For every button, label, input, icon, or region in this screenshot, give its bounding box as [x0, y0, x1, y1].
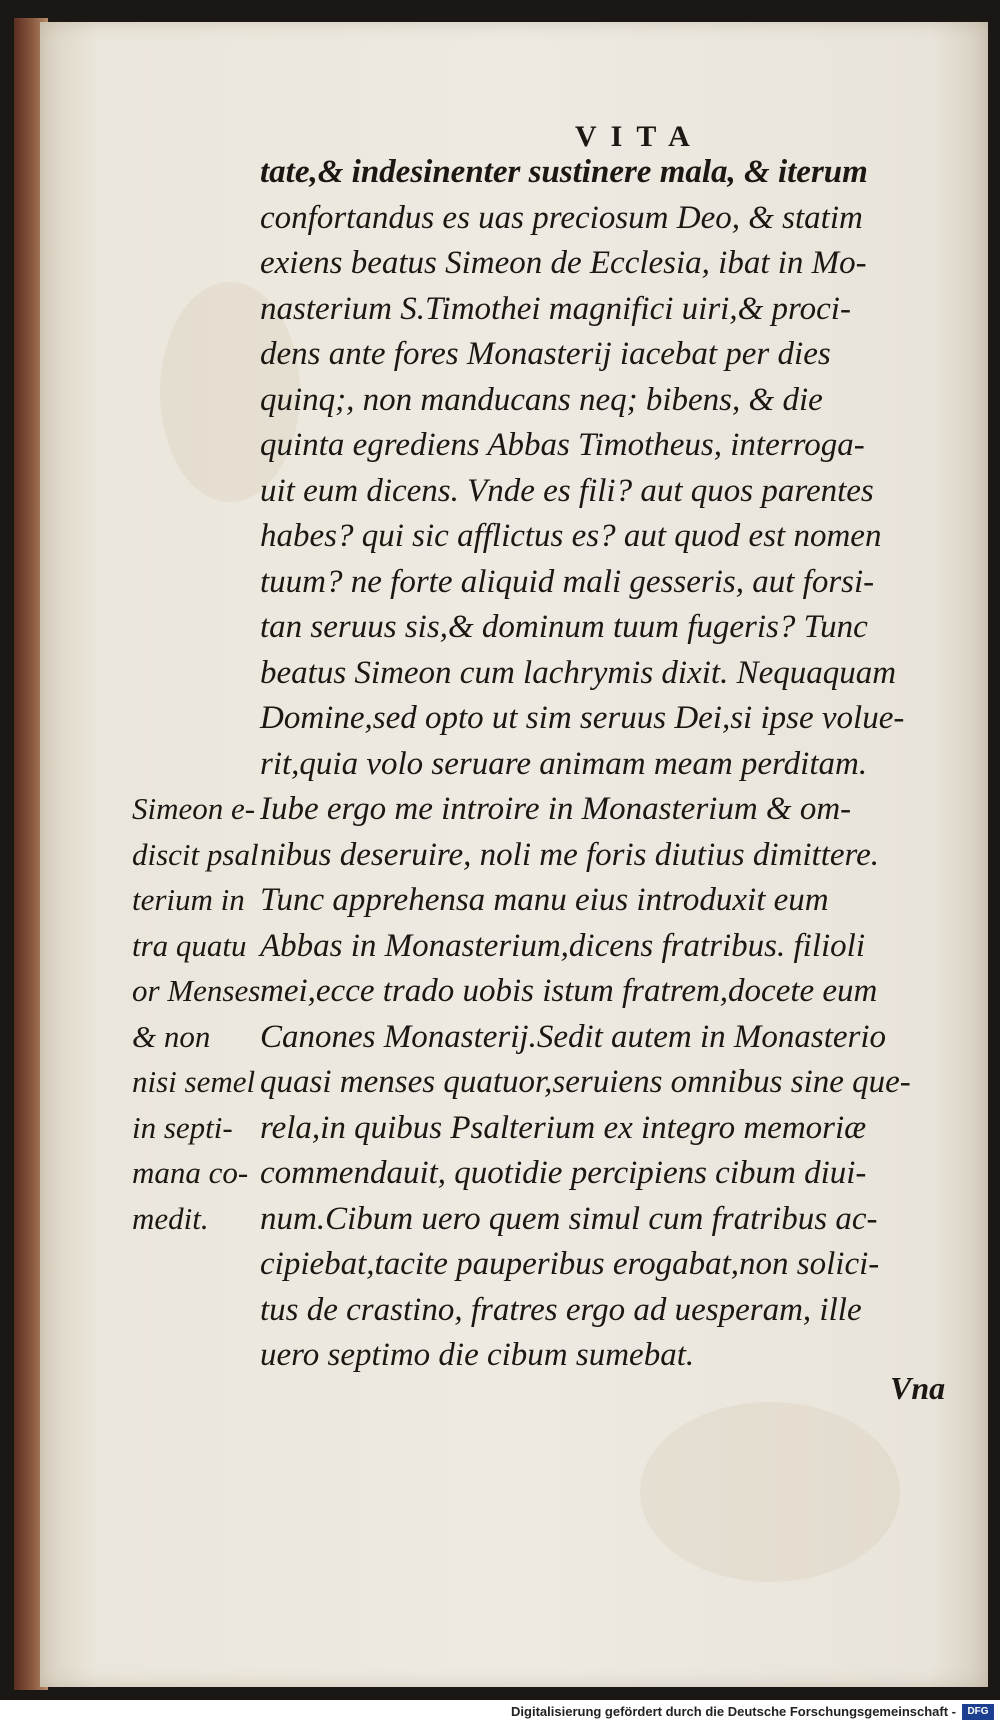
text-line: num.Cibum uero quem simul cum fratribus ac-: [260, 1200, 878, 1237]
marginal-line: or Menses: [132, 973, 261, 1008]
text-line: uero septimo die cibum sumebat.: [260, 1337, 695, 1373]
text-line: Tunc apprehensa manu eius introduxit eum: [260, 882, 829, 918]
marginal-line: Simeon e-: [132, 791, 256, 826]
text-line: nibus deseruire, noli me foris diutius dimittere.: [260, 836, 880, 873]
main-text-block: [260, 150, 980, 1379]
text-line: Domine,sed opto ut sim seruus Dei,si ipse volue-: [260, 700, 905, 736]
text-line: cipiebat,tacite pauperibus erogabat,non solici-: [260, 1246, 880, 1282]
marginal-line: discit psal: [132, 836, 259, 872]
text-line: beatus Simeon cum lachrymis dixit. Nequaquam: [260, 654, 897, 691]
text-line: tan seruus sis,& dominum tuum fugeris? Tunc: [260, 609, 868, 645]
text-line: tuum? ne forte aliquid mali gesseris, aut forsi-: [260, 563, 875, 600]
digitization-footer: [0, 1700, 1000, 1725]
text-line: nasterium S.Timothei magnifici uiri,& proci-: [260, 290, 851, 327]
text-line: tus de crastino, fratres ergo ad uesperam, ille: [260, 1291, 862, 1328]
text-line: commendauit, quotidie percipiens cibum diui-: [260, 1155, 867, 1191]
text-line: rela,in quibus Psalterium ex integro memoriæ: [260, 1109, 867, 1146]
text-line: confortandus es uas preciosum Deo, & statim: [260, 199, 863, 236]
text-line: rit,quia volo seruare animam meam perditam.: [260, 745, 868, 782]
paper-stain: [640, 1402, 900, 1582]
marginal-line: in septi-: [132, 1109, 233, 1145]
marginal-line: mana co-: [132, 1155, 249, 1190]
text-line: Abbas in Monasterium,dicens fratribus. filioli: [260, 927, 866, 964]
marginal-note: [132, 786, 282, 1241]
marginal-line: nisi semel: [132, 1064, 256, 1099]
marginal-line: terium in: [132, 882, 245, 917]
footer-credit-text: Digitalisierung gefördert durch die Deutsche Forschungsgemeinschaft -: [511, 1704, 956, 1719]
text-line: Iube ergo me introire in Monasterium & om-: [260, 791, 852, 827]
dfg-logo: DFG: [962, 1704, 994, 1720]
catchword: Vna: [890, 1370, 946, 1406]
marginal-line: & non: [132, 1018, 211, 1054]
marginal-line: medit.: [132, 1200, 209, 1236]
text-line: uit eum dicens. Vnde es fili? aut quos parentes: [260, 472, 874, 509]
text-line: quasi menses quatuor,seruiens omnibus sine que-: [260, 1064, 911, 1100]
text-line: dens ante fores Monasterij iacebat per dies: [260, 336, 831, 372]
text-line: mei,ecce trado uobis istum fratrem,docete eum: [260, 973, 878, 1009]
text-line: quinta egrediens Abbas Timotheus, interroga-: [260, 427, 865, 463]
text-line: quinq;, non manducans neq; bibens, & die: [260, 381, 823, 418]
text-line: Canones Monasterij.Sedit autem in Monasterio: [260, 1018, 887, 1055]
text-line: exiens beatus Simeon de Ecclesia, ibat in Mo-: [260, 245, 867, 281]
text-line: tate,& indesinenter sustinere mala, & iterum: [260, 154, 868, 190]
running-head: VITA: [575, 120, 704, 153]
text-line: habes? qui sic afflictus es? aut quod est nomen: [260, 518, 882, 554]
marginal-line: tra quatu: [132, 927, 247, 963]
